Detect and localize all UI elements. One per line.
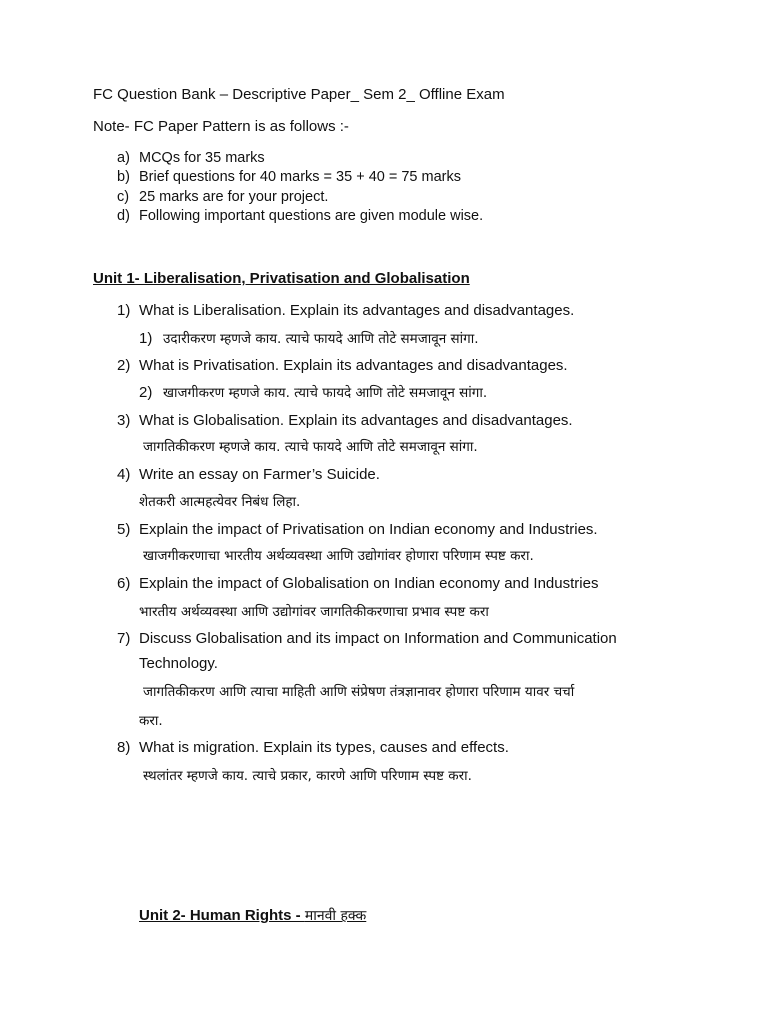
item-text: Brief questions for 40 marks = 35 + 40 = 75 marks: [139, 169, 461, 185]
pattern-note: Note- FC Paper Pattern is as follows :-: [93, 118, 349, 135]
question-marathi-number: 2): [139, 384, 153, 401]
question-text: Explain the impact of Globalisation on Indian economy and Industries: [139, 575, 599, 592]
unit2-heading-text: Unit 2- Human Rights -: [139, 907, 305, 924]
question-marathi: जागतिकीकरण आणि त्याचा माहिती आणि संप्रेषण तंत्रज्ञानावर होणारा परिणाम यावर चर्चा: [143, 684, 575, 700]
question-marathi-number: 1): [139, 330, 153, 347]
item-text: MCQs for 35 marks: [139, 150, 265, 166]
question-marathi-continued: करा.: [139, 713, 163, 729]
question-number: 3): [117, 412, 131, 429]
question-text: Discuss Globalisation and its impact on Information and Communication: [139, 630, 617, 647]
question-marathi: खाजगीकरण म्हणजे काय. त्याचे फायदे आणि तोटे समजावून सांगा.: [163, 385, 488, 401]
question-text: What is Globalisation. Explain its advantages and disadvantages.: [139, 412, 573, 429]
question-marathi: स्थलांतर म्हणजे काय. त्याचे प्रकार, कारणे आणि परिणाम स्पष्ट करा.: [143, 768, 472, 784]
question-marathi: भारतीय अर्थव्यवस्था आणि उद्योगांवर जागतिकीकरणाचा प्रभाव स्पष्ट करा: [139, 604, 489, 620]
item-label: c): [117, 189, 130, 205]
question-marathi: खाजगीकरणाचा भारतीय अर्थव्यवस्था आणि उद्योगांवर होणारा परिणाम स्पष्ट करा.: [143, 548, 534, 564]
question-text: Explain the impact of Privatisation on Indian economy and Industries.: [139, 521, 598, 538]
question-marathi: जागतिकीकरण म्हणजे काय. त्याचे फायदे आणि तोटे समजावून सांगा.: [143, 439, 478, 455]
question-text: Write an essay on Farmer’s Suicide.: [139, 466, 380, 483]
question-marathi: शेतकरी आत्महत्येवर निबंध लिहा.: [139, 494, 301, 510]
document-title: FC Question Bank – Descriptive Paper_ Sem 2_ Offline Exam: [93, 86, 505, 103]
item-text: 25 marks are for your project.: [139, 189, 329, 205]
item-label: b): [117, 169, 130, 185]
question-text: What is migration. Explain its types, causes and effects.: [139, 739, 509, 756]
item-text: Following important questions are given module wise.: [139, 208, 484, 224]
question-number: 8): [117, 739, 131, 756]
item-label: a): [117, 150, 130, 166]
question-text: What is Liberalisation. Explain its advantages and disadvantages.: [139, 302, 575, 319]
question-text-continued: Technology.: [139, 655, 218, 672]
question-number: 6): [117, 575, 131, 592]
unit2-heading: [139, 906, 366, 925]
unit1-heading: Unit 1- Liberalisation, Privatisation and Globalisation: [93, 270, 470, 287]
question-number: 2): [117, 357, 131, 374]
question-number: 7): [117, 630, 131, 647]
question-number: 4): [117, 466, 131, 483]
question-marathi: उदारीकरण म्हणजे काय. त्याचे फायदे आणि तोटे समजावून सांगा.: [163, 331, 479, 347]
question-number: 1): [117, 302, 131, 319]
unit2-heading-marathi: मानवी हक्क: [304, 908, 367, 924]
item-label: d): [117, 208, 130, 224]
question-text: What is Privatisation. Explain its advantages and disadvantages.: [139, 357, 568, 374]
question-number: 5): [117, 521, 131, 538]
